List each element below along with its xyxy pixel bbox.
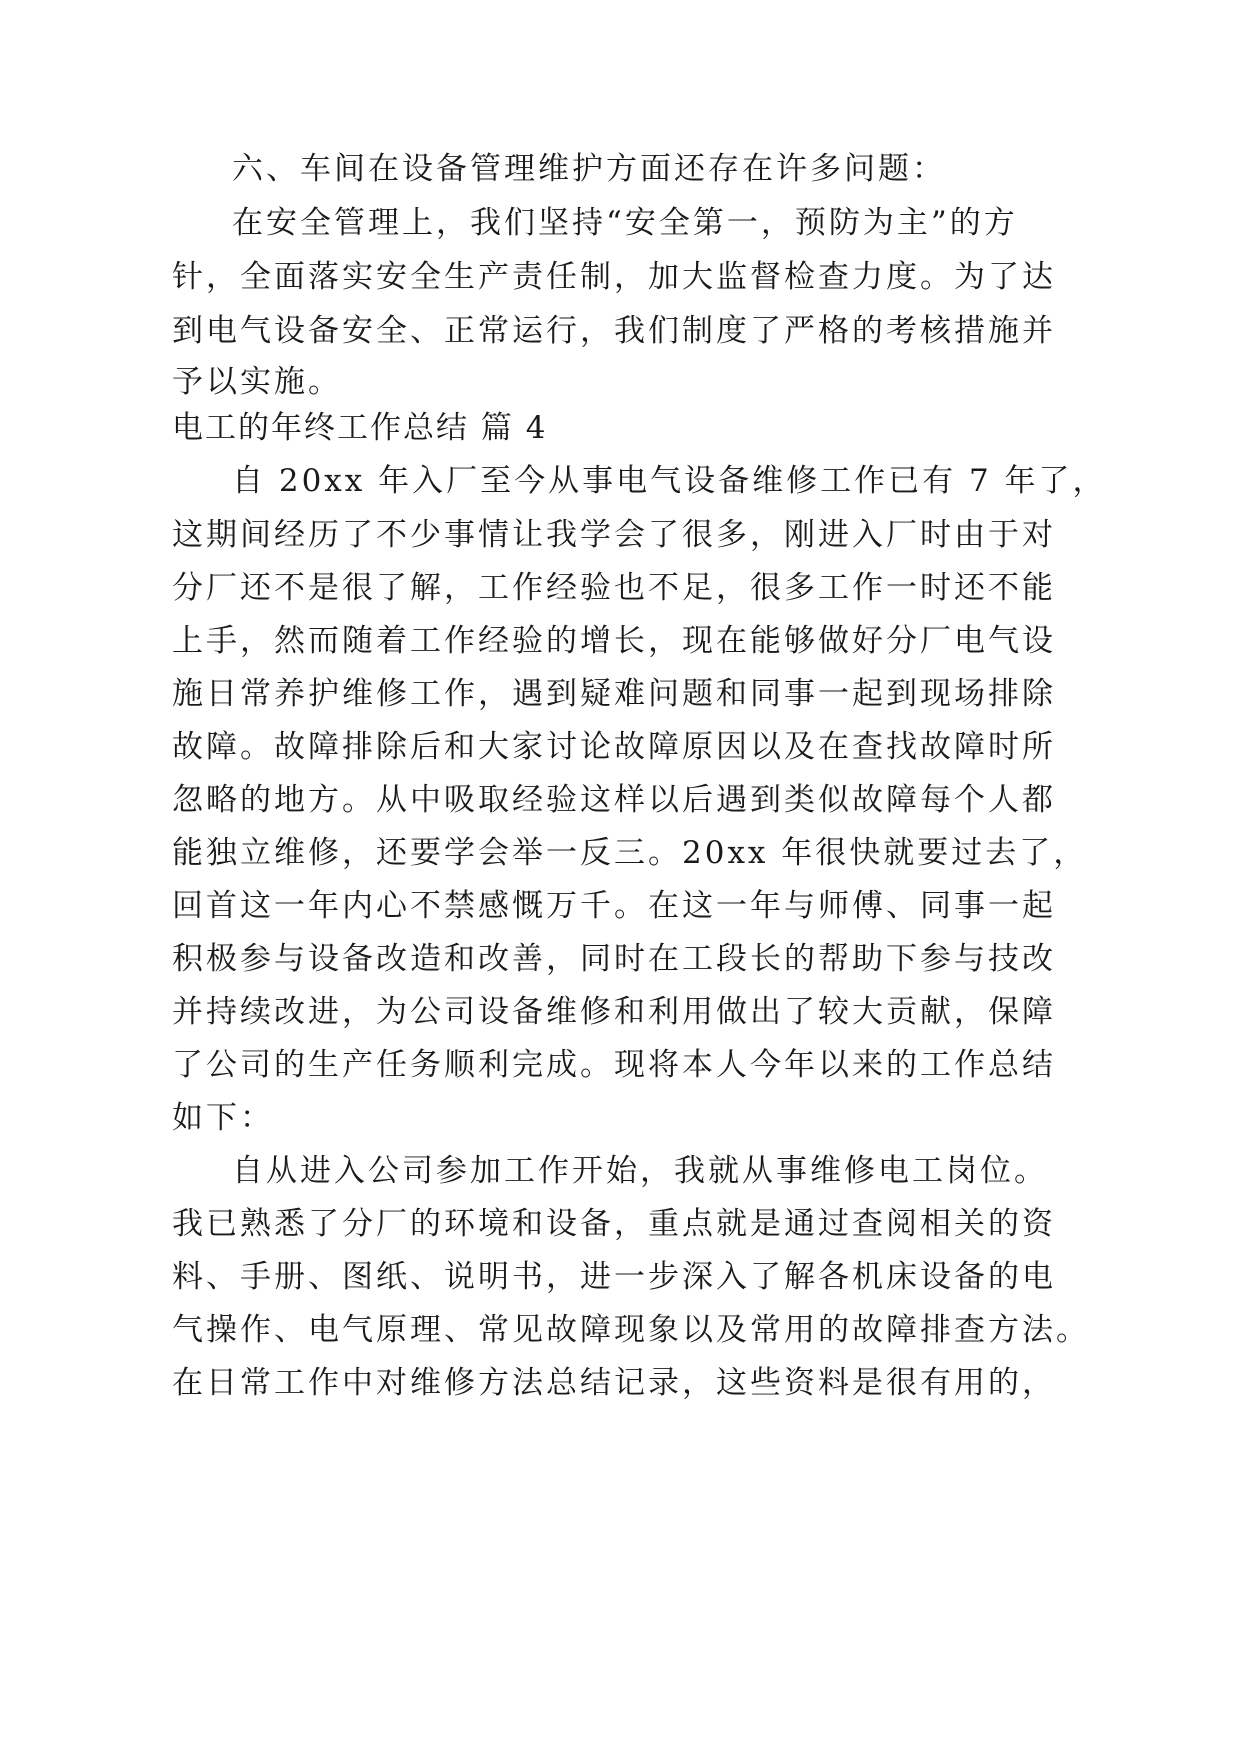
paragraph-line: 我已熟悉了分厂的环境和设备，重点就是通过查阅相关的资 — [172, 1206, 1056, 1242]
paragraph-line: 积极参与设备改造和改善，同时在工段长的帮助下参与技改 — [172, 941, 1056, 977]
paragraph-line: 回首这一年内心不禁感慨万千。在这一年与师傅、同事一起 — [172, 888, 1056, 924]
paragraph-line: 予以实施。 — [172, 364, 342, 400]
paragraph-line: 针，全面落实安全生产责任制，加大监督检查力度。为了达 — [172, 259, 1056, 295]
paragraph-line: 自 20xx 年入厂至今从事电气设备维修工作已有 7 年了， — [232, 463, 1107, 499]
paragraph-line: 能独立维修，还要学会举一反三。20xx 年很快就要过去了， — [172, 835, 1088, 871]
paragraph-line: 在安全管理上，我们坚持“安全第一，预防为主”的方 — [232, 205, 1018, 241]
paragraph-line: 故障。故障排除后和大家讨论故障原因以及在查找故障时所 — [172, 729, 1056, 765]
paragraph-line: 到电气设备安全、正常运行，我们制度了严格的考核措施并 — [172, 313, 1056, 349]
paragraph-line: 施日常养护维修工作，遇到疑难问题和同事一起到现场排除 — [172, 676, 1056, 712]
paragraph-line: 气操作、电气原理、常见故障现象以及常用的故障排查方法。 — [172, 1312, 1090, 1348]
paragraph-line: 分厂还不是很了解，工作经验也不足，很多工作一时还不能 — [172, 570, 1056, 606]
paragraph-line: 忽略的地方。从中吸取经验这样以后遇到类似故障每个人都 — [172, 782, 1056, 818]
article-title: 电工的年终工作总结 篇 4 — [172, 410, 548, 446]
paragraph-line: 在日常工作中对维修方法总结记录，这些资料是很有用的， — [172, 1365, 1056, 1401]
section-six-heading: 六、车间在设备管理维护方面还存在许多问题： — [232, 151, 946, 187]
paragraph-line: 并持续改进，为公司设备维修和利用做出了较大贡献，保障 — [172, 994, 1056, 1030]
paragraph-line: 上手，然而随着工作经验的增长，现在能够做好分厂电气设 — [172, 623, 1056, 659]
paragraph-line: 如下： — [172, 1100, 274, 1136]
paragraph-line: 料、手册、图纸、说明书，进一步深入了解各机床设备的电 — [172, 1259, 1056, 1295]
paragraph-line: 自从进入公司参加工作开始，我就从事维修电工岗位。 — [232, 1153, 1048, 1189]
paragraph-line: 了公司的生产任务顺利完成。现将本人今年以来的工作总结 — [172, 1047, 1056, 1083]
paragraph-line: 这期间经历了不少事情让我学会了很多，刚进入厂时由于对 — [172, 517, 1056, 553]
